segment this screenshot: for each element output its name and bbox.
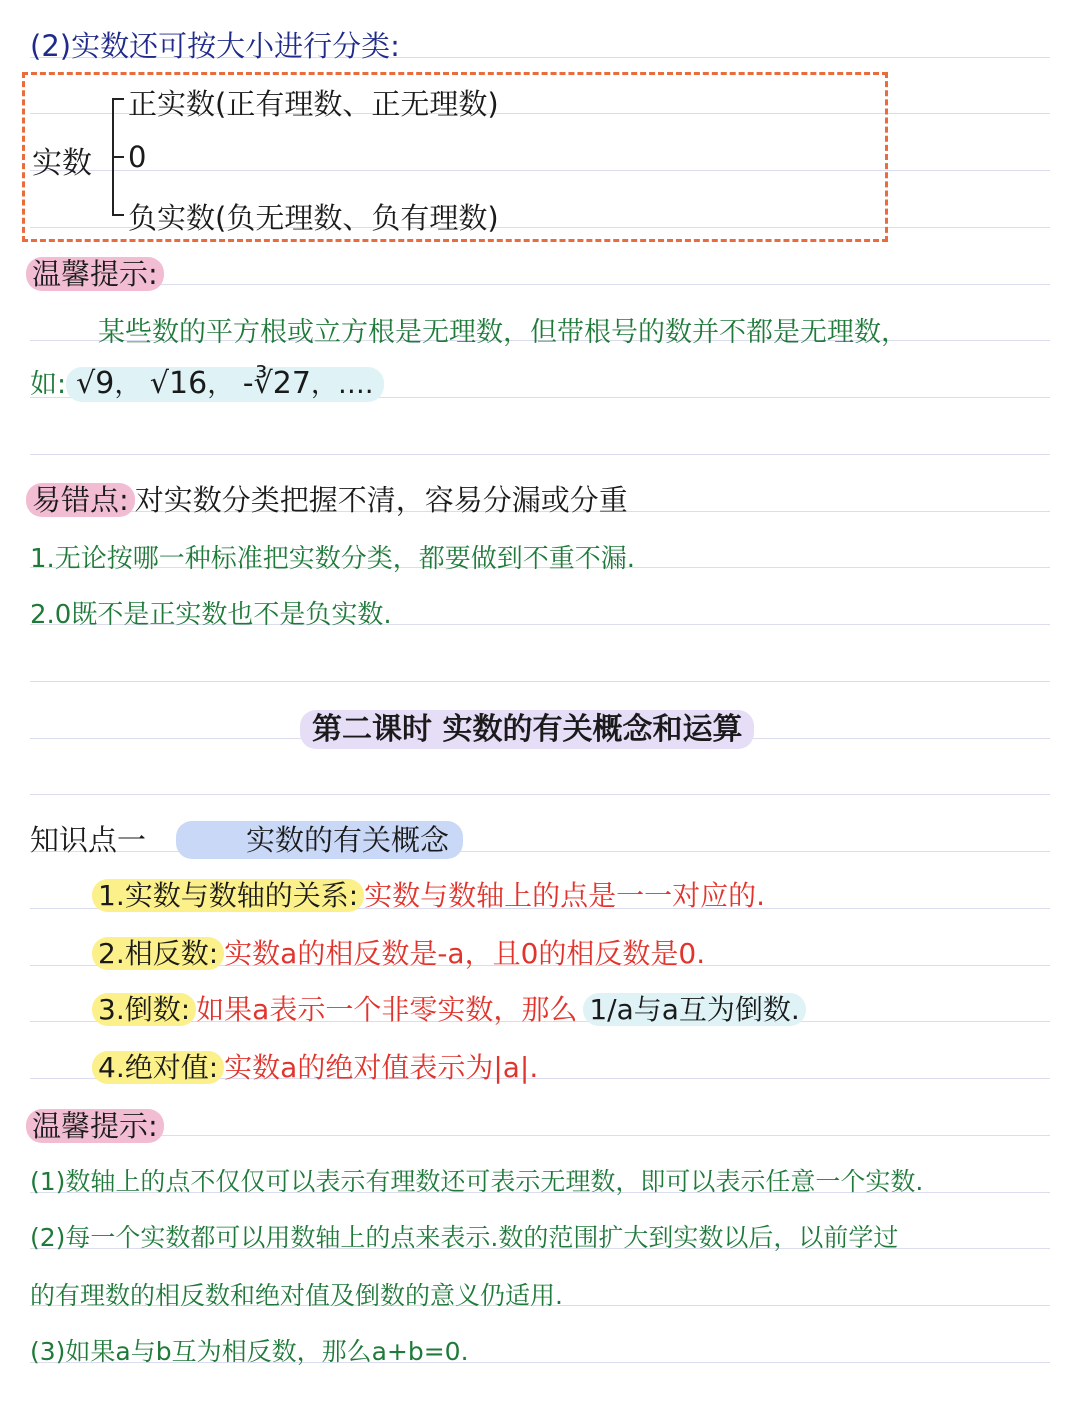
brace-icon <box>112 156 124 158</box>
mistake-line <box>26 478 628 519</box>
tip-label <box>26 1104 164 1145</box>
tip-label-text: 温馨提示: <box>26 1109 164 1143</box>
knowledge-item-label: 1.实数与数轴的关系: <box>92 879 364 912</box>
lesson-title-text: 第二课时 实数的有关概念和运算 <box>300 710 754 749</box>
classification-item: 负实数(负无理数、负有理数) <box>128 201 499 235</box>
mistake-label: 易错点: <box>26 483 135 517</box>
knowledge-item-text: 实数a的绝对值表示为|a|. <box>224 1051 539 1084</box>
ruled-line <box>30 454 1050 455</box>
knowledge-item-label: 3.倒数: <box>92 993 196 1026</box>
knowledge-header <box>30 818 463 859</box>
knowledge-item <box>92 988 806 1028</box>
knowledge-item-label: 2.相反数: <box>92 937 224 970</box>
ruled-line <box>30 681 1050 682</box>
example-suffix: ，…. <box>310 369 374 400</box>
example-highlight: √9， √16， -∛27，…. <box>66 367 383 402</box>
mistake-text: 对实数分类把握不清，容易分漏或分重 <box>134 483 628 517</box>
knowledge-item-text: 如果a表示一个非零实数，那么 <box>196 993 578 1026</box>
tip-label <box>26 252 164 293</box>
tip-text: 的有理数的相反数和绝对值及倒数的意义仍适用. <box>30 1281 563 1310</box>
knowledge-item <box>92 874 765 914</box>
knowledge-item-text: 实数与数轴上的点是一一对应的. <box>364 879 766 912</box>
knowledge-item <box>92 1046 538 1086</box>
tip-example-prefix: 如: <box>30 369 67 400</box>
tip-text: 某些数的平方根或立方根是无理数，但带根号的数并不都是无理数， <box>98 317 908 348</box>
brace-icon <box>112 98 124 100</box>
tip-example <box>30 362 384 401</box>
tip-text: (1)数轴上的点不仅仅可以表示有理数还可表示无理数，即可以表示任意一个实数. <box>30 1167 924 1196</box>
classification-item: 0 <box>128 140 147 174</box>
ruled-line <box>30 284 1050 285</box>
knowledge-item-text: 实数a的相反数是-a，且0的相反数是0. <box>224 937 706 970</box>
example-cbrt27: -∛27 <box>242 366 311 401</box>
knowledge-title: 实数的有关概念 <box>176 821 463 859</box>
tip-text: (2)每一个实数都可以用数轴上的点来表示.数的范围扩大到实数以后，以前学过 <box>30 1223 899 1252</box>
example-sqrt9: √9 <box>76 366 115 401</box>
tip-text: (3)如果a与b互为相反数，那么a+b=0. <box>30 1337 469 1366</box>
ruled-line <box>30 794 1050 795</box>
knowledge-item <box>92 932 705 972</box>
reciprocal-highlight: 1/a与a互为倒数. <box>583 993 805 1026</box>
ruled-line <box>30 1135 1050 1136</box>
section-heading: (2)实数还可按大小进行分类: <box>30 29 400 63</box>
tip-label-text: 温馨提示: <box>26 257 164 291</box>
mistake-point: 2.0既不是正实数也不是负实数. <box>30 600 392 630</box>
mistake-point: 1.无论按哪一种标准把实数分类，都要做到不重不漏. <box>30 544 636 574</box>
classification-root: 实数 <box>32 146 92 181</box>
example-sqrt16: √16 <box>149 366 208 401</box>
classification-item: 正实数(正有理数、正无理数) <box>128 87 499 121</box>
lesson-title <box>300 704 754 748</box>
brace-icon <box>112 214 124 216</box>
knowledge-item-label: 4.绝对值: <box>92 1051 224 1084</box>
knowledge-label: 知识点一 <box>30 823 147 857</box>
